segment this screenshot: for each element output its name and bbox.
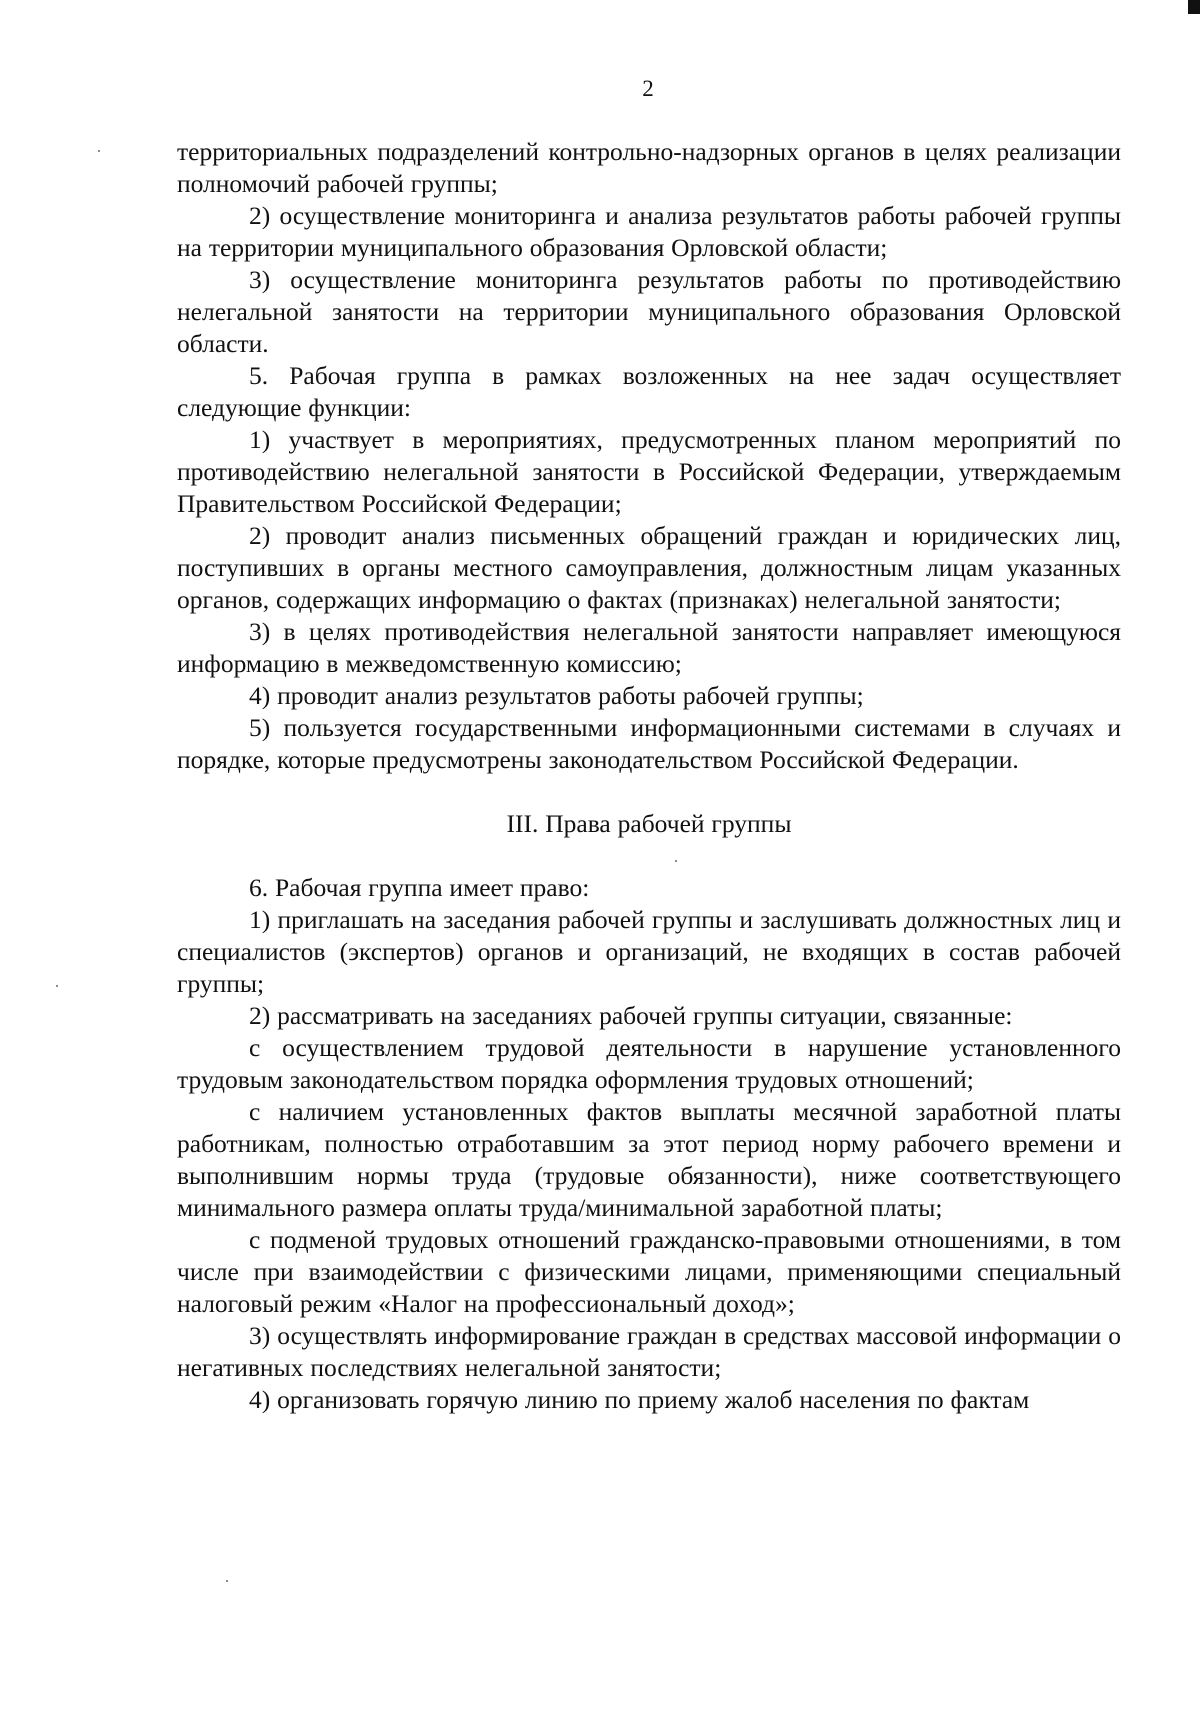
document-body [177,136,1121,1416]
section-heading: III. Права рабочей группы [506,809,792,838]
list-item: 5) пользуется государственными информационными системами в случаях и порядке, которые предусмотрены законодательством Российской Федерации. [177,713,1121,774]
list-item: 1) участвует в мероприятиях, предусмотренных планом мероприятий по противодействию нелегальной занятости в Российской Федерации, утверждаемым Правительством Российской Федерации; [177,425,1121,518]
sub-item: с подменой трудовых отношений гражданско-правовыми отношениями, в том числе при взаимодействии с физическими лицами, применяющими специальный налоговый режим «Налог на профессиональный доход»; [177,1225,1121,1318]
list-item: 4) проводит анализ результатов работы рабочей группы; [249,681,864,710]
list-item: 3) осуществление мониторинга результатов работы по противодействию нелегальной занятости на территории муниципального образования Орловской области. [177,265,1121,358]
clause-paragraph: 6. Рабочая группа имеет право: [249,873,590,902]
scan-speck [226,1580,228,1582]
scan-speck [56,985,58,987]
scan-corner-mark [1188,0,1200,14]
list-item: 2) осуществление мониторинга и анализа результатов работы рабочей группы на территории муниципального образования Орловской области; [177,201,1121,262]
page-number: 2 [642,76,654,101]
clause-paragraph: 5. Рабочая группа в рамках возложенных на нее задач осуществляет следующие функции: [177,361,1121,422]
list-item: 2) рассматривать на заседаниях рабочей группы ситуации, связанные: [249,1001,1013,1030]
list-item: 3) осуществлять информирование граждан в средствах массовой информации о негативных последствиях нелегальной занятости; [177,1321,1121,1382]
scan-speck [98,150,100,152]
list-item: 2) проводит анализ письменных обращений граждан и юридических лиц, поступивших в органы местного самоуправления, должностным лицам указанных органов, содержащих информацию о фактах (признаках) нелегальной занятости; [177,521,1121,614]
sub-item: с наличием установленных фактов выплаты месячной заработной платы работникам, полностью отработавшим за этот период норму рабочего времени и выполнившим нормы труда (трудовые обязанности), ниже соответствующего минимального размера оплаты труда/минимальной заработной платы; [177,1097,1121,1222]
list-item: 1) приглашать на заседания рабочей группы и заслушивать должностных лиц и специалистов (экспертов) органов и организаций, не входящих в состав рабочей группы; [177,905,1121,998]
list-item: 3) в целях противодействия нелегальной занятости направляет имеющуюся информацию в межведомственную комиссию; [177,617,1121,678]
sub-item: с осуществлением трудовой деятельности в нарушение установленного трудовым законодательством порядка оформления трудовых отношений; [177,1033,1121,1094]
list-item: 4) организовать горячую линию по приему жалоб населения по фактам [249,1385,1030,1414]
paragraph-continuation: территориальных подразделений контрольно-надзорных органов в целях реализации полномочий рабочей группы; [177,137,1121,198]
